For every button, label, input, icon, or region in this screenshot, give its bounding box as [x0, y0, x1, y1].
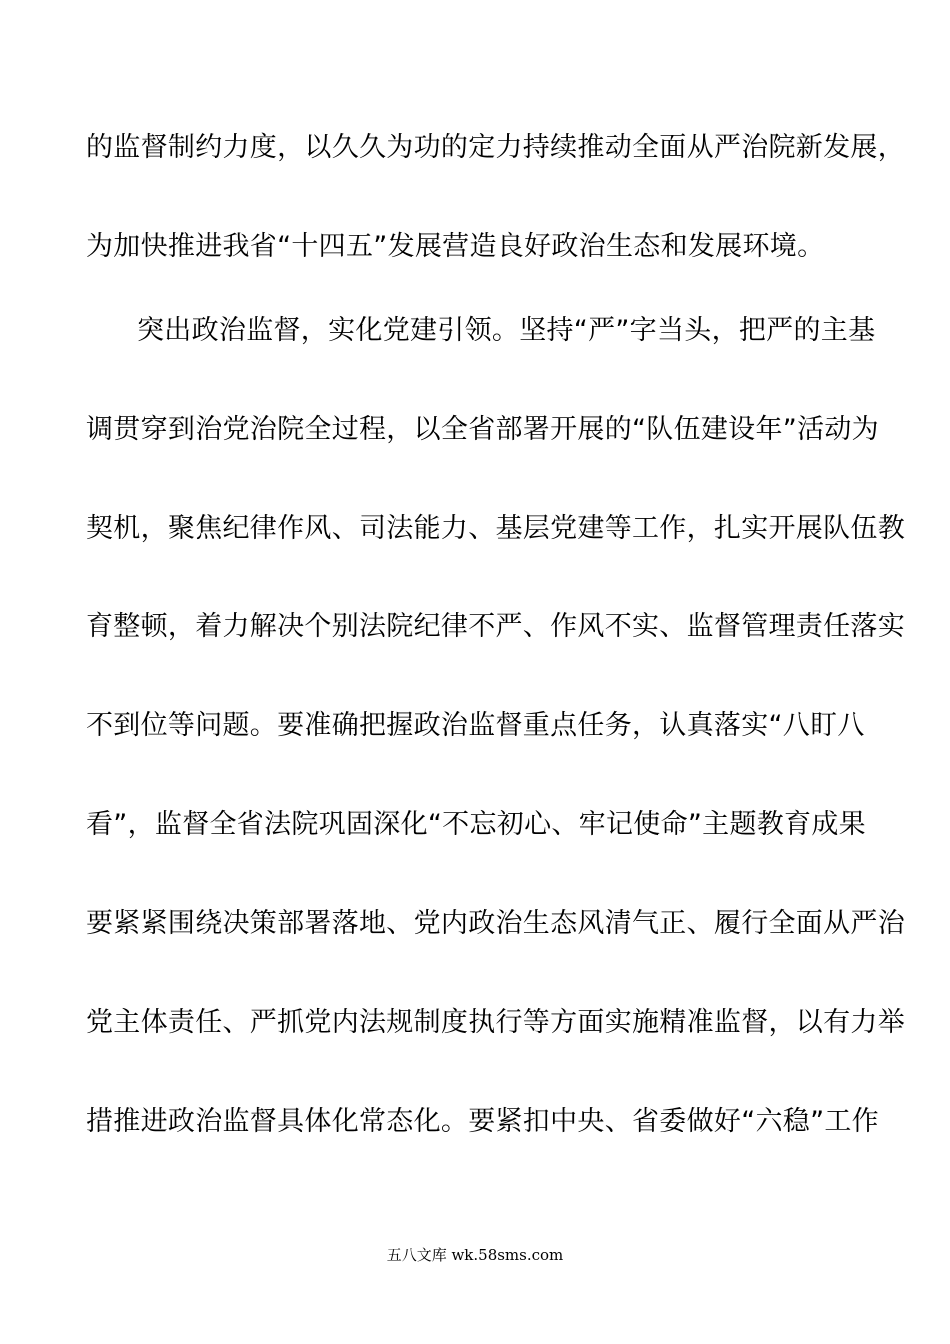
body-text-line: 看”，监督全省法院巩固深化“不忘初心、牢记使命”主题教育成果: [86, 809, 866, 840]
body-text-line: 不到位等问题。要准确把握政治监督重点任务，认真落实“八盯八: [86, 710, 865, 741]
paragraph-start-line: 突出政治监督，实化党建引领。坚持“严”字当头，把严的主基: [137, 315, 876, 346]
body-text-line: 的监督制约力度，以久久为功的定力持续推动全面从严治院新发展，: [86, 132, 905, 163]
body-text-line: 育整顿，着力解决个别法院纪律不严、作风不实、监督管理责任落实: [86, 611, 905, 642]
body-text-line: 措推进政治监督具体化常态化。要紧扣中央、省委做好“六稳”工作: [86, 1106, 879, 1137]
body-text-line: 党主体责任、严抓党内法规制度执行等方面实施精准监督，以有力举: [86, 1007, 905, 1038]
body-text-line: 为加快推进我省“十四五”发展营造良好政治生态和发展环境。: [86, 231, 825, 262]
body-text-line: 调贯穿到治党治院全过程，以全省部署开展的“队伍建设年”活动为: [86, 414, 879, 445]
body-text-line: 要紧紧围绕决策部署落地、党内政治生态风清气正、履行全面从严治: [86, 908, 905, 939]
footer-watermark: 五八文库 wk.58sms.com: [386, 1246, 564, 1264]
body-text-line: 契机，聚焦纪律作风、司法能力、基层党建等工作，扎实开展队伍教: [86, 513, 905, 544]
